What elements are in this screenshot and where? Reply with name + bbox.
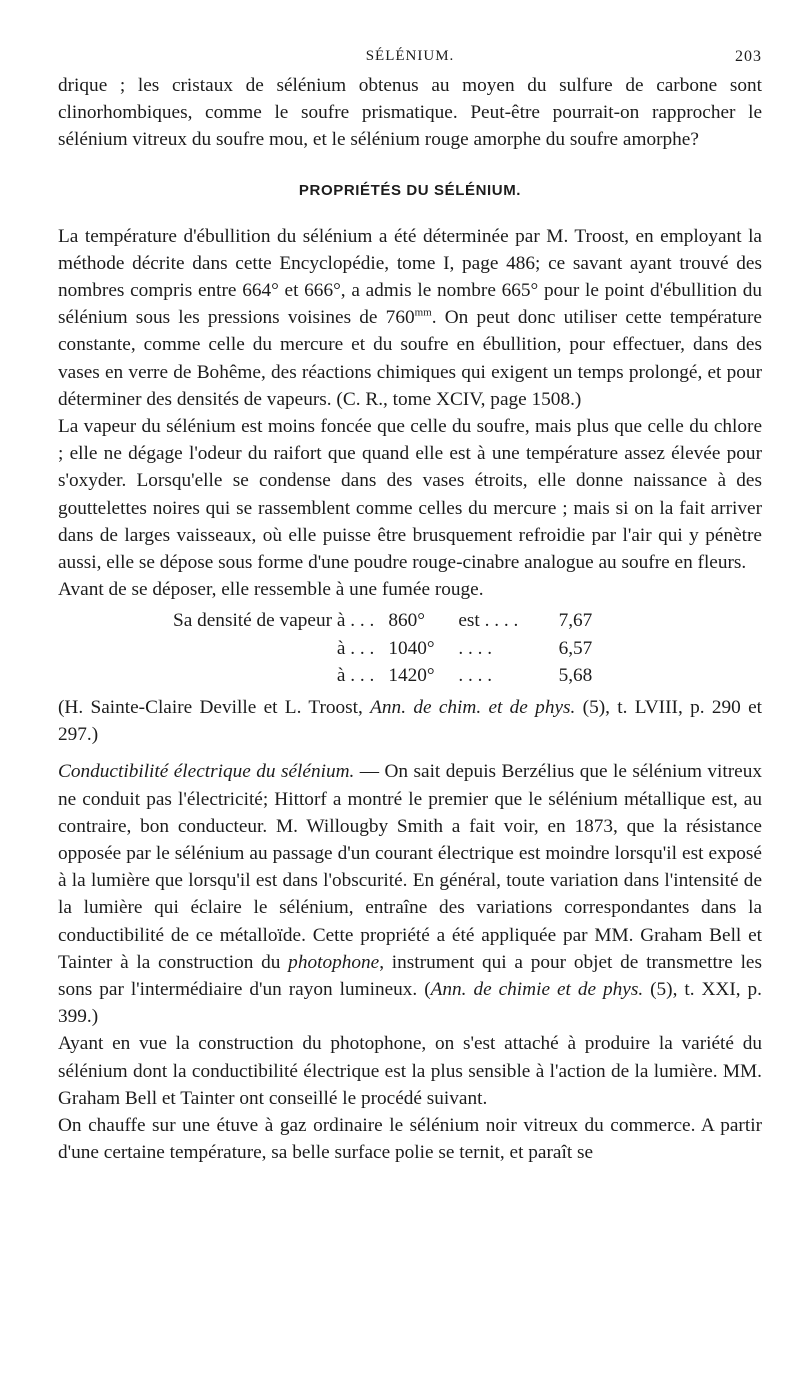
density-reference	[58, 694, 762, 748]
reference-volume: (5), t. LVIII, p. 290 et 297.)	[58, 696, 762, 746]
book-page	[58, 46, 762, 1166]
section-heading: PROPRIÉTÉS DU SÉLÉNIUM.	[298, 181, 522, 199]
density-temperature: 1420°	[388, 665, 435, 687]
deposit-line: Avant de se déposer, elle ressemble à une fumée rouge.	[58, 579, 484, 601]
intro-paragraph: drique ; les cristaux de sélénium obtenus au moyen du sulfure de carbone sont clinorhombiques, comme le soufre prismatique. Peut-être pourrait-on rapprocher le sélénium vitreux du soufre mou, et le sélénium rouge amorphe du soufre amorphe?	[58, 75, 762, 151]
density-row	[173, 662, 592, 690]
vapor-paragraph: La vapeur du sélénium est moins foncée que celle du soufre, mais plus que celle du chlore ; elle ne dégage l'odeur du raifort que quand elle est à une température assez élevée pour s'oxyder. Lorsqu'elle se condense dans des vases étroits, elle donne naissance à des gouttelettes noires qui se rassemblent comme celles du mercure ; mais si on la fait arriver dans de larges vaisseaux, où elle puisse être brusquement refroidie par l'air qui y pénètre aussi, elle se dépose sous forme d'une poudre rouge-cinabre analogue au soufre en fleurs.	[58, 416, 762, 574]
density-connector: est . . . .	[458, 610, 519, 632]
density-temperature: 860°	[388, 610, 425, 632]
photophone-paragraph: Ayant en vue la construction du photophone, on s'est attaché à produire la variété du sélénium dont la conductibilité électrique est la plus sensible à l'action de la lumière. MM. Graham Bell et Tainter ont conseillé le procédé suivant.	[58, 1033, 762, 1109]
conductivity-reference: (5), t. XXI, p. 399.)	[58, 978, 763, 1028]
boiling-point-paragraph: La température d'ébullition du sélénium a été déterminée par M. Troost, en employant la méthode décrite dans cette Encyclopédie, tome I, page 486; ce savant ayant trouvé des nombres compris entre 664° et 666°, a admis le nombre 665° pour le point d'ébullition du sélénium sous les pressions voisines de $760^{mm}$. On peut donc utiliser cette température constante, comme celle du mercure et du soufre en ébullition, pour effectuer, dans des vases en verre de Bohême, des réactions chimiques qui exigent un temps prolongé, et pour déterminer des densités de vapeurs. (C. R., tome XCIV, page 1508.)	[58, 225, 762, 410]
reference-authors: (H. Sainte-Claire Deville et L. Troost,	[58, 696, 371, 718]
heating-paragraph: On chauffe sur une étuve à gaz ordinaire le sélénium noir vitreux du commerce. A partir d'une certaine température, sa belle surface polie se ternit, et paraît se	[58, 1115, 762, 1164]
conductivity-text: — On sait depuis Berzélius que le sélénium vitreux ne conduit pas l'électricité; Hittorf a montré le premier que le sélénium métallique est, au contraire, bon conducteur. M. Willougby Smith a fait voir, en 1873, que la résistance opposée par le sélénium au passage d'un courant électrique est moindre lorsqu'il est exposé à la lumière que lorsqu'il est dans l'obscurité. En général, toute variation dans l'intensité de la lumière qui éclaire le sélénium, entraîne des variations correspondantes dans la conductibilité de ce métalloïde. Cette propriété a été appliquée par MM. Graham Bell et Tainter à la construction du	[58, 761, 763, 973]
density-row	[173, 635, 592, 663]
density-value: 6,57	[558, 637, 593, 659]
density-temperature: 1040°	[388, 637, 435, 659]
vapor-density-table	[173, 607, 592, 690]
density-row	[173, 607, 592, 635]
density-label: à . . .	[336, 637, 375, 659]
conductivity-journal: Ann. de chimie et de phys.	[430, 978, 644, 1000]
page-number: 203	[735, 48, 762, 65]
running-title: SÉLÉNIUM.	[365, 48, 455, 64]
density-value: 5,68	[558, 665, 593, 687]
density-connector: . . . .	[458, 637, 493, 659]
conductivity-paragraph	[58, 758, 762, 1030]
conductivity-text-continued: , instrument qui a pour objet de transmettre les sons par l'intermédiaire d'un rayon lumineux. (	[58, 951, 762, 1000]
running-head	[58, 46, 762, 72]
photophone-term: photophone	[288, 951, 380, 973]
density-value: 7,67	[558, 610, 593, 632]
conductivity-title: Conductibilité électrique du sélénium.	[58, 761, 355, 783]
reference-journal: Ann. de chim. et de phys.	[370, 696, 576, 718]
density-label: Sa densité de vapeur à . . .	[173, 610, 375, 632]
density-connector: . . . .	[458, 665, 493, 687]
density-label: à . . .	[336, 665, 375, 687]
